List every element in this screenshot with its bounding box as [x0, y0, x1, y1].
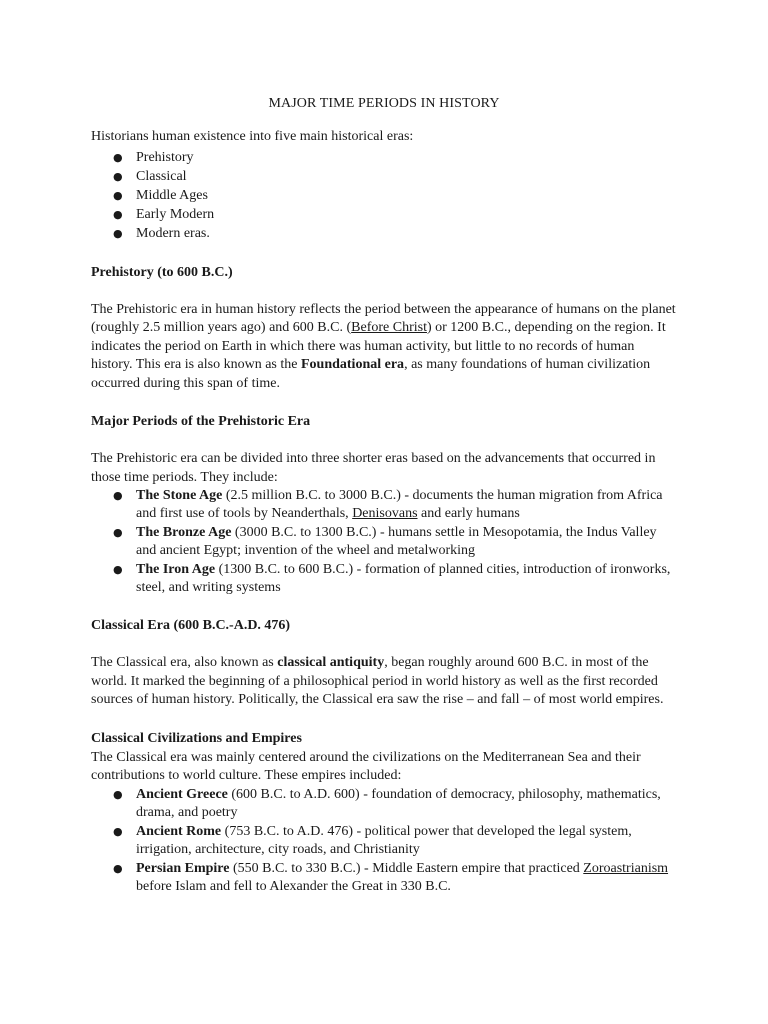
- bullet-icon: ●: [113, 861, 123, 875]
- document-body: [91, 95, 677, 896]
- section-heading-prehistory: Prehistory (to 600 B.C.): [91, 264, 233, 280]
- paragraph-classical: The Classical era, also known as classical antiquity, began roughly around 600 B.C. in most of the world. It marked the beginning of a philosophical period in world history as well as the first recorded sources of human history. Politically, the Classical era saw the rise – and fall – of most world empires.: [91, 655, 664, 708]
- bullet-icon: ●: [113, 787, 123, 801]
- list-item: ● The Bronze Age (3000 B.C. to 1300 B.C.) - humans settle in Mesopotamia, the Indus Valley and ancient Egypt; invention of the wheel and metalworking: [113, 524, 657, 559]
- bullet-icon: ●: [113, 188, 123, 202]
- section-heading-prehistoric-periods: Major Periods of the Prehistoric Era: [91, 414, 311, 430]
- eras-list: [91, 148, 677, 244]
- prehistoric-periods-list: [91, 487, 677, 597]
- list-item: ● Prehistory: [91, 148, 677, 167]
- list-item: ● Persian Empire (550 B.C. to 330 B.C.) - Middle Eastern empire that practiced Zoroastrianism before Islam and fell to Alexander the Great in 330 B.C.: [113, 860, 669, 894]
- section-heading-classical: Classical Era (600 B.C.-A.D. 476): [91, 618, 291, 634]
- list-item: ● Classical: [91, 167, 677, 186]
- bullet-icon: ●: [113, 227, 123, 241]
- page-title: MAJOR TIME PERIODS IN HISTORY: [268, 96, 500, 111]
- list-item: ● Ancient Greece (600 B.C. to A.D. 600) - foundation of democracy, philosophy, mathematics, drama, and poetry: [113, 786, 661, 821]
- bullet-icon: ●: [113, 824, 123, 838]
- list-item: ● Middle Ages: [91, 186, 677, 205]
- paragraph-prehistoric-periods: The Prehistoric era can be divided into three shorter eras based on the advancements that occurred in those time periods. They include:: [91, 451, 656, 485]
- bullet-icon: ●: [113, 525, 123, 539]
- list-item: ● The Stone Age (2.5 million B.C. to 3000 B.C.) - documents the human migration from Africa and first use of tools by Neanderthals, Denisovans and early humans: [113, 488, 663, 522]
- list-item: ● Modern eras.: [91, 224, 677, 243]
- link-before-christ[interactable]: Before Christ: [351, 320, 427, 336]
- list-item: ● Early Modern: [91, 205, 677, 224]
- civilizations-list: [91, 786, 677, 896]
- paragraph-prehistory: The Prehistoric era in human history reflects the period between the appearance of humans on the planet (roughly 2.5 million years ago) and 600 B.C. (Before Christ) or 1200 B.C., depending on the region. It indicates the period on Earth in which there was human activity, but little to no records of human history. This era is also known as the Foundational era, as many foundations of human civilization occurred during this span of time.: [91, 301, 676, 391]
- section-heading-civilizations: Classical Civilizations and Empires: [91, 730, 302, 746]
- bullet-icon: ●: [113, 169, 123, 183]
- bullet-icon: ●: [113, 208, 123, 222]
- bullet-icon: ●: [113, 489, 123, 503]
- link-zoroastrianism[interactable]: Zoroastrianism: [583, 860, 669, 876]
- link-denisovans[interactable]: Denisovans: [352, 506, 418, 522]
- paragraph-civilizations: The Classical era was mainly centered around the civilizations on the Mediterranean Sea and their contributions to world culture. These empires included:: [91, 749, 641, 784]
- bullet-icon: ●: [113, 562, 123, 576]
- intro-text: Historians human existence into five main historical eras:: [91, 129, 414, 144]
- list-item: ● Ancient Rome (753 B.C. to A.D. 476) - political power that developed the legal system, irrigation, architecture, city roads, and Christianity: [113, 823, 632, 858]
- list-item: ● The Iron Age (1300 B.C. to 600 B.C.) - formation of planned cities, introduction of ironworks, steel, and writing systems: [113, 561, 671, 596]
- bullet-icon: ●: [113, 150, 123, 164]
